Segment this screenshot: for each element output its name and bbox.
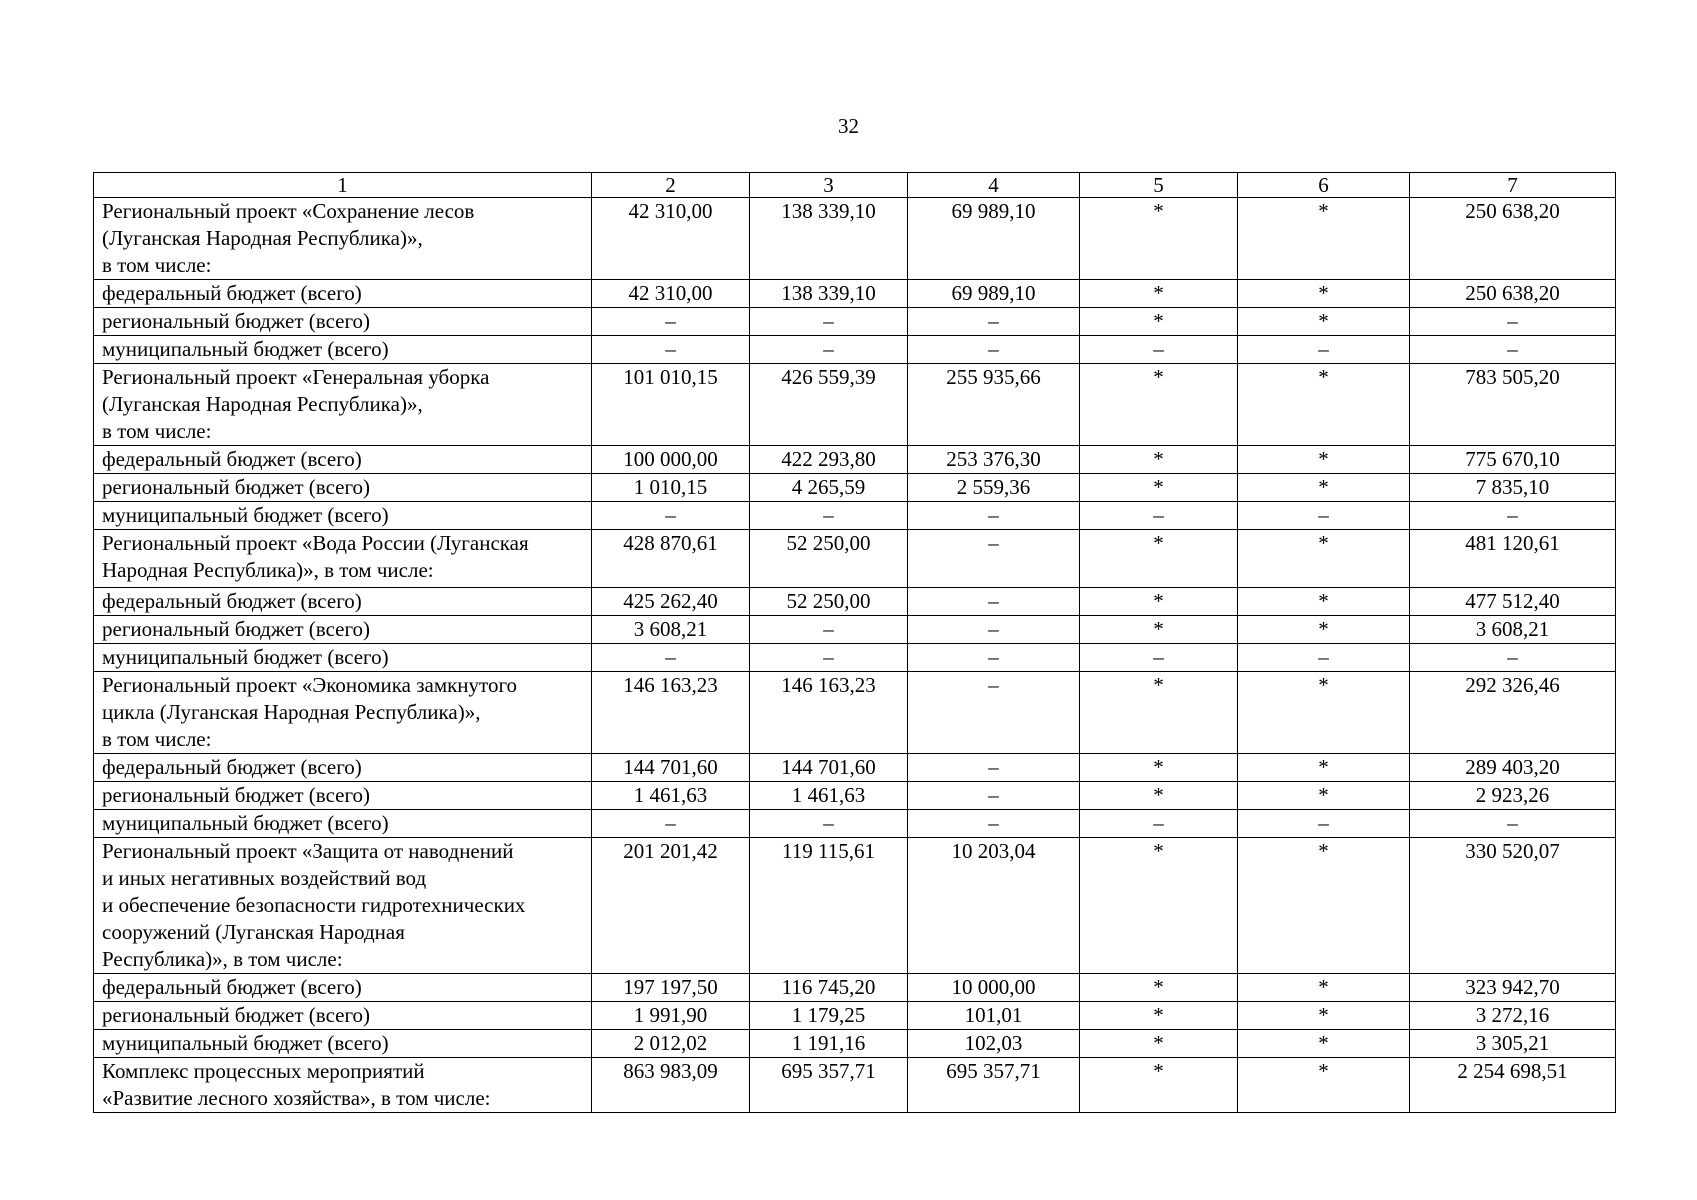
table-row-group [94, 198, 1616, 280]
cell-col-2: 42 310,00 [592, 280, 750, 308]
cell-col-2: – [592, 644, 750, 672]
cell-col-3: – [750, 502, 908, 530]
cell-col-7: – [1410, 644, 1616, 672]
column-number: 1 [94, 173, 592, 198]
cell-col-5: – [1080, 644, 1238, 672]
cell-col-4: – [908, 530, 1080, 588]
row-label: федеральный бюджет (всего) [94, 754, 592, 782]
cell-col-5: * [1080, 308, 1238, 336]
cell-col-7: 330 520,07 [1410, 838, 1616, 974]
cell-col-7: 250 638,20 [1410, 280, 1616, 308]
cell-col-6: * [1238, 446, 1410, 474]
row-label: Региональный проект «Экономика замкнутого цикла (Луганская Народная Республика)», в том числе: [94, 672, 592, 754]
cell-col-2: – [592, 308, 750, 336]
cell-col-5: * [1080, 364, 1238, 446]
table-row [94, 754, 1616, 782]
cell-col-4: – [908, 644, 1080, 672]
table-row [94, 644, 1616, 672]
cell-col-4: 255 935,66 [908, 364, 1080, 446]
cell-col-6: * [1238, 198, 1410, 280]
cell-col-2: – [592, 336, 750, 364]
cell-col-4: 2 559,36 [908, 474, 1080, 502]
cell-col-7: 292 326,46 [1410, 672, 1616, 754]
table-row [94, 446, 1616, 474]
cell-col-4: 695 357,71 [908, 1058, 1080, 1113]
cell-col-3: 146 163,23 [750, 672, 908, 754]
cell-col-2: 42 310,00 [592, 198, 750, 280]
cell-col-3: – [750, 308, 908, 336]
cell-col-2: 425 262,40 [592, 588, 750, 616]
cell-col-6: * [1238, 308, 1410, 336]
cell-col-3: 119 115,61 [750, 838, 908, 974]
cell-col-3: 138 339,10 [750, 280, 908, 308]
cell-col-2: 2 012,02 [592, 1030, 750, 1058]
column-number: 3 [750, 173, 908, 198]
cell-col-2: 1 461,63 [592, 782, 750, 810]
cell-col-7: 2 254 698,51 [1410, 1058, 1616, 1113]
cell-col-7: 3 305,21 [1410, 1030, 1616, 1058]
cell-col-3: 52 250,00 [750, 588, 908, 616]
column-number: 2 [592, 173, 750, 198]
cell-col-5: – [1080, 502, 1238, 530]
table-row-group [94, 1058, 1616, 1113]
cell-col-6: * [1238, 1058, 1410, 1113]
row-label: региональный бюджет (всего) [94, 474, 592, 502]
cell-col-5: * [1080, 588, 1238, 616]
cell-col-3: 426 559,39 [750, 364, 908, 446]
cell-col-4: – [908, 616, 1080, 644]
cell-col-2: 146 163,23 [592, 672, 750, 754]
cell-col-5: – [1080, 810, 1238, 838]
table-row [94, 308, 1616, 336]
cell-col-4: – [908, 754, 1080, 782]
row-label: Региональный проект «Вода России (Луганская Народная Республика)», в том числе: [94, 530, 592, 588]
column-number: 4 [908, 173, 1080, 198]
cell-col-6: * [1238, 1002, 1410, 1030]
cell-col-2: 428 870,61 [592, 530, 750, 588]
cell-col-6: * [1238, 672, 1410, 754]
cell-col-3: – [750, 336, 908, 364]
cell-col-2: – [592, 810, 750, 838]
cell-col-5: * [1080, 1058, 1238, 1113]
cell-col-2: – [592, 502, 750, 530]
cell-col-7: 481 120,61 [1410, 530, 1616, 588]
row-label: Региональный проект «Сохранение лесов (Луганская Народная Республика)», в том числе: [94, 198, 592, 280]
cell-col-5: * [1080, 672, 1238, 754]
cell-col-3: 695 357,71 [750, 1058, 908, 1113]
cell-col-6: – [1238, 336, 1410, 364]
cell-col-3: 144 701,60 [750, 754, 908, 782]
table-row [94, 1030, 1616, 1058]
cell-col-4: 102,03 [908, 1030, 1080, 1058]
cell-col-3: – [750, 810, 908, 838]
row-label: муниципальный бюджет (всего) [94, 644, 592, 672]
cell-col-2: 1 991,90 [592, 1002, 750, 1030]
cell-col-2: 197 197,50 [592, 974, 750, 1002]
cell-col-7: 3 272,16 [1410, 1002, 1616, 1030]
table-row-group [94, 672, 1616, 754]
cell-col-5: * [1080, 838, 1238, 974]
cell-col-7: 3 608,21 [1410, 616, 1616, 644]
cell-col-2: 863 983,09 [592, 1058, 750, 1113]
cell-col-7: 477 512,40 [1410, 588, 1616, 616]
cell-col-6: * [1238, 838, 1410, 974]
cell-col-5: * [1080, 754, 1238, 782]
cell-col-3: – [750, 644, 908, 672]
cell-col-4: 101,01 [908, 1002, 1080, 1030]
table-row [94, 782, 1616, 810]
cell-col-5: * [1080, 446, 1238, 474]
budget-table [93, 172, 1616, 1113]
cell-col-5: * [1080, 1030, 1238, 1058]
cell-col-3: 4 265,59 [750, 474, 908, 502]
cell-col-5: * [1080, 198, 1238, 280]
cell-col-7: 7 835,10 [1410, 474, 1616, 502]
cell-col-6: * [1238, 530, 1410, 588]
cell-col-5: – [1080, 336, 1238, 364]
cell-col-3: 422 293,80 [750, 446, 908, 474]
cell-col-4: 253 376,30 [908, 446, 1080, 474]
table-row [94, 588, 1616, 616]
cell-col-3: 1 461,63 [750, 782, 908, 810]
cell-col-4: 10 203,04 [908, 838, 1080, 974]
cell-col-7: – [1410, 502, 1616, 530]
row-label: федеральный бюджет (всего) [94, 280, 592, 308]
cell-col-5: * [1080, 782, 1238, 810]
cell-col-6: * [1238, 782, 1410, 810]
column-number-header-row [94, 173, 1616, 198]
cell-col-3: 116 745,20 [750, 974, 908, 1002]
cell-col-7: – [1410, 308, 1616, 336]
cell-col-3: 138 339,10 [750, 198, 908, 280]
cell-col-7: – [1410, 336, 1616, 364]
row-label: региональный бюджет (всего) [94, 1002, 592, 1030]
table-row [94, 336, 1616, 364]
cell-col-3: 1 191,16 [750, 1030, 908, 1058]
table-row-group [94, 364, 1616, 446]
cell-col-7: 323 942,70 [1410, 974, 1616, 1002]
cell-col-3: 1 179,25 [750, 1002, 908, 1030]
cell-col-2: 1 010,15 [592, 474, 750, 502]
row-label: Комплекс процессных мероприятий «Развитие лесного хозяйства», в том числе: [94, 1058, 592, 1113]
cell-col-7: – [1410, 810, 1616, 838]
cell-col-7: 289 403,20 [1410, 754, 1616, 782]
cell-col-2: 201 201,42 [592, 838, 750, 974]
cell-col-6: * [1238, 1030, 1410, 1058]
page-number: 32 [838, 114, 859, 138]
table-row-group [94, 530, 1616, 588]
row-label: муниципальный бюджет (всего) [94, 502, 592, 530]
cell-col-6: * [1238, 754, 1410, 782]
column-number: 7 [1410, 173, 1616, 198]
cell-col-6: – [1238, 810, 1410, 838]
column-number: 6 [1238, 173, 1410, 198]
cell-col-4: – [908, 588, 1080, 616]
cell-col-2: 100 000,00 [592, 446, 750, 474]
table-row [94, 474, 1616, 502]
row-label: муниципальный бюджет (всего) [94, 336, 592, 364]
cell-col-5: * [1080, 974, 1238, 1002]
table-row [94, 280, 1616, 308]
cell-col-5: * [1080, 616, 1238, 644]
cell-col-3: – [750, 616, 908, 644]
cell-col-4: – [908, 308, 1080, 336]
cell-col-5: * [1080, 474, 1238, 502]
table-row [94, 502, 1616, 530]
row-label: региональный бюджет (всего) [94, 782, 592, 810]
row-label: федеральный бюджет (всего) [94, 446, 592, 474]
cell-col-2: 101 010,15 [592, 364, 750, 446]
cell-col-6: * [1238, 974, 1410, 1002]
cell-col-6: – [1238, 644, 1410, 672]
row-label: региональный бюджет (всего) [94, 616, 592, 644]
cell-col-2: 3 608,21 [592, 616, 750, 644]
cell-col-7: 250 638,20 [1410, 198, 1616, 280]
cell-col-4: – [908, 502, 1080, 530]
table-row-group [94, 838, 1616, 974]
cell-col-5: * [1080, 280, 1238, 308]
cell-col-7: 775 670,10 [1410, 446, 1616, 474]
cell-col-4: 69 989,10 [908, 280, 1080, 308]
cell-col-4: – [908, 810, 1080, 838]
cell-col-6: * [1238, 474, 1410, 502]
row-label: региональный бюджет (всего) [94, 308, 592, 336]
cell-col-7: 783 505,20 [1410, 364, 1616, 446]
table-row [94, 974, 1616, 1002]
cell-col-6: * [1238, 364, 1410, 446]
table-row [94, 1002, 1616, 1030]
cell-col-4: 10 000,00 [908, 974, 1080, 1002]
row-label: федеральный бюджет (всего) [94, 974, 592, 1002]
cell-col-5: * [1080, 1002, 1238, 1030]
table-row [94, 616, 1616, 644]
column-number: 5 [1080, 173, 1238, 198]
cell-col-6: * [1238, 588, 1410, 616]
row-label: муниципальный бюджет (всего) [94, 1030, 592, 1058]
cell-col-4: – [908, 672, 1080, 754]
row-label: Региональный проект «Генеральная уборка (Луганская Народная Республика)», в том числе: [94, 364, 592, 446]
cell-col-6: – [1238, 502, 1410, 530]
cell-col-5: * [1080, 530, 1238, 588]
cell-col-4: – [908, 336, 1080, 364]
table-row [94, 810, 1616, 838]
cell-col-6: * [1238, 616, 1410, 644]
cell-col-6: * [1238, 280, 1410, 308]
cell-col-7: 2 923,26 [1410, 782, 1616, 810]
row-label: муниципальный бюджет (всего) [94, 810, 592, 838]
cell-col-4: 69 989,10 [908, 198, 1080, 280]
cell-col-4: – [908, 782, 1080, 810]
row-label: федеральный бюджет (всего) [94, 588, 592, 616]
row-label: Региональный проект «Защита от наводнений и иных негативных воздействий вод и обеспечение безопасности гидротехнических сооружений (Луганская Народная Республика)», в том числе: [94, 838, 592, 974]
cell-col-3: 52 250,00 [750, 530, 908, 588]
cell-col-2: 144 701,60 [592, 754, 750, 782]
